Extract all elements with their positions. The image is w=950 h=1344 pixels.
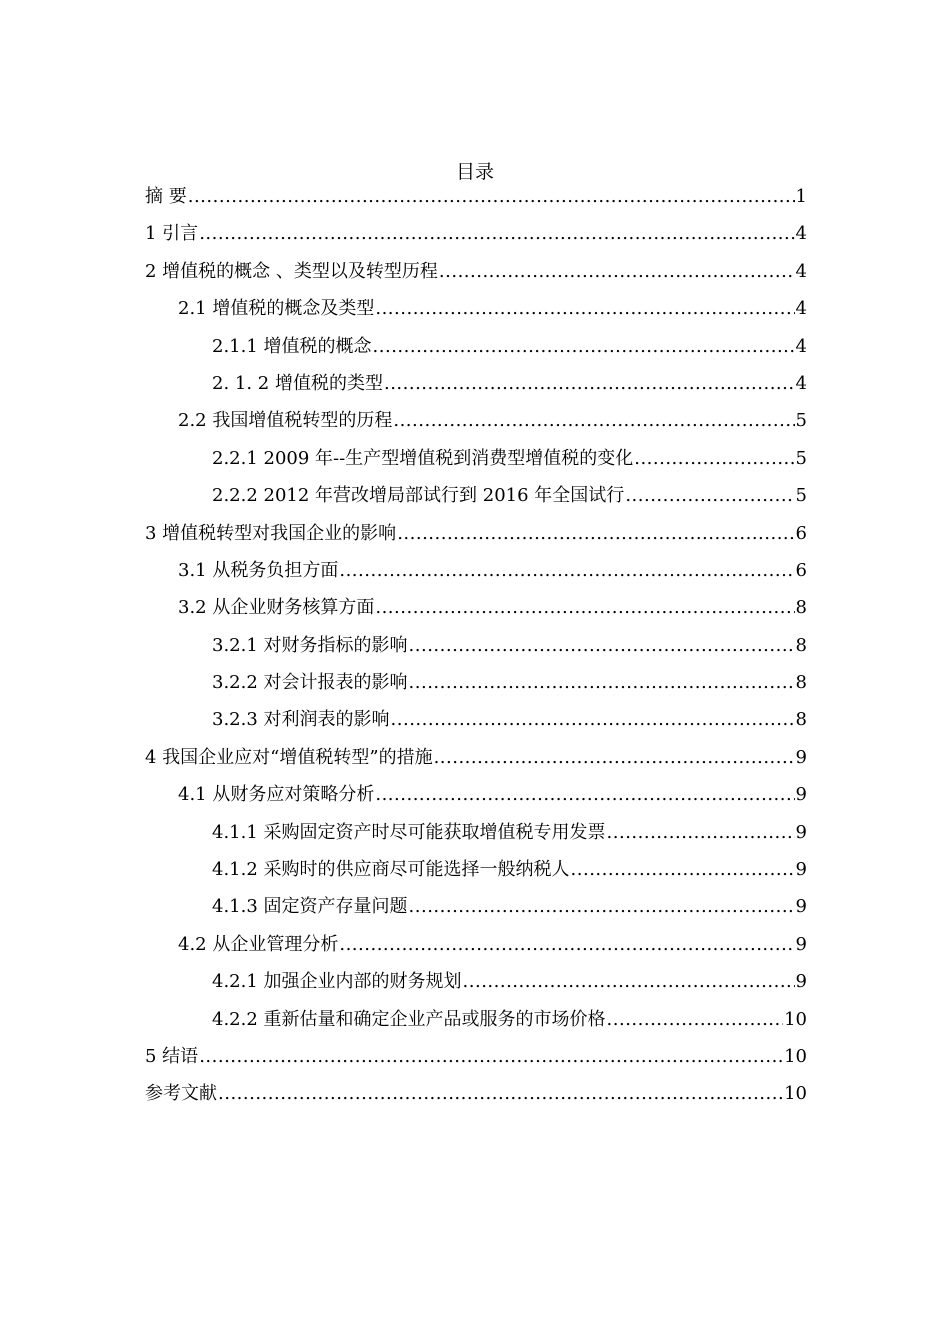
toc-entry[interactable] (145, 215, 807, 252)
toc-entry-label: 2. 1. 2 增值税的类型 (212, 372, 383, 394)
toc-entry-page-number: 10 (784, 1008, 807, 1030)
toc-entry[interactable] (145, 851, 807, 888)
toc-dot-leader (409, 627, 795, 664)
toc-entry-page-number: 8 (795, 672, 807, 694)
toc-dot-leader (397, 515, 794, 552)
toc-entry-page-number: 9 (795, 971, 807, 993)
toc-entry[interactable] (145, 776, 807, 813)
toc-entry-label: 3 增值税转型对我国企业的影响 (145, 522, 397, 544)
toc-entry[interactable] (145, 627, 807, 664)
toc-entry-label: 4.1.2 采购时的供应商尽可能选择一般纳税人 (212, 859, 570, 881)
toc-entry[interactable] (145, 888, 807, 925)
toc-entry-label: 参考文献 (145, 1083, 217, 1105)
toc-entry-label: 4.2 从企业管理分析 (178, 933, 339, 955)
toc-entry[interactable] (145, 552, 807, 589)
toc-dot-leader (218, 1075, 783, 1112)
toc-entry[interactable] (145, 926, 807, 963)
toc-title: 目录 (455, 161, 494, 183)
toc-entry-page-number: 6 (795, 559, 807, 581)
toc-entry[interactable] (145, 253, 807, 290)
toc-entry-label: 3.2.2 对会计报表的影响 (212, 672, 408, 694)
toc-entry[interactable] (145, 1001, 807, 1038)
toc-entry-label: 2 增值税的概念 、类型以及转型历程 (145, 260, 438, 282)
toc-entry-label: 3.2.1 对财务指标的影响 (212, 634, 408, 656)
toc-entry[interactable] (145, 814, 807, 851)
toc-entry-label: 3.2.3 对利润表的影响 (212, 709, 390, 731)
toc-entry-label: 4.2.1 加强企业内部的财务规划 (212, 971, 462, 993)
toc-dot-leader (339, 926, 794, 963)
toc-entry[interactable] (145, 365, 807, 402)
toc-entry[interactable] (145, 290, 807, 327)
toc-entry-page-number: 8 (795, 597, 807, 619)
toc-dot-leader (625, 477, 794, 514)
toc-entry-page-number: 5 (795, 447, 807, 469)
toc-entry-label: 2.1 增值税的概念及类型 (178, 298, 375, 320)
toc-entry[interactable] (145, 328, 807, 365)
toc-entry-page-number: 5 (795, 410, 807, 432)
toc-entry-page-number: 5 (795, 485, 807, 507)
toc-dot-leader (199, 1038, 783, 1075)
toc-entry-page-number: 4 (795, 223, 807, 245)
toc-dot-leader (607, 1001, 784, 1038)
toc-dot-leader (434, 739, 795, 776)
toc-entry[interactable] (145, 477, 807, 514)
toc-dot-leader (384, 365, 795, 402)
toc-dot-leader (199, 215, 794, 252)
toc-entry-page-number: 1 (795, 186, 807, 207)
toc-entry[interactable] (145, 440, 807, 477)
toc-entry[interactable] (145, 664, 807, 701)
toc-dot-leader (391, 701, 795, 738)
toc-entry-label: 1 引言 (145, 223, 199, 245)
toc-list (145, 178, 807, 1113)
toc-entry-page-number: 4 (795, 372, 807, 394)
toc-entry-page-number: 9 (795, 933, 807, 955)
toc-entry-label: 2.2.2 2012 年营改增局部试行到 2016 年全国试行 (212, 485, 625, 507)
toc-entry-page-number: 9 (795, 784, 807, 806)
toc-entry-label: 摘 要 (145, 186, 187, 207)
toc-entry-label: 2.2.1 2009 年--生产型增值税到消费型增值税的变化 (212, 447, 634, 469)
toc-dot-leader (375, 776, 794, 813)
toc-dot-leader (463, 963, 795, 1000)
toc-entry[interactable] (145, 701, 807, 738)
toc-dot-leader (188, 178, 795, 215)
toc-dot-leader (375, 290, 794, 327)
toc-entry-page-number: 8 (795, 634, 807, 656)
toc-dot-leader (339, 552, 794, 589)
toc-entry[interactable] (145, 178, 807, 215)
toc-entry-label: 4.2.2 重新估量和确定企业产品或服务的市场价格 (212, 1008, 606, 1030)
toc-entry[interactable] (145, 963, 807, 1000)
toc-entry-label: 4.1.3 固定资产存量问题 (212, 896, 408, 918)
toc-dot-leader (373, 328, 795, 365)
toc-dot-leader (634, 440, 794, 477)
toc-entry-page-number: 6 (795, 522, 807, 544)
toc-entry-page-number: 4 (795, 335, 807, 357)
toc-entry-label: 3.2 从企业财务核算方面 (178, 597, 375, 619)
toc-entry-label: 4 我国企业应对“增值税转型”的措施 (145, 746, 433, 768)
toc-entry[interactable] (145, 1038, 807, 1075)
toc-entry[interactable] (145, 589, 807, 626)
toc-dot-leader (409, 888, 795, 925)
toc-entry-label: 5 结语 (145, 1045, 199, 1067)
toc-entry-label: 2.1.1 增值税的概念 (212, 335, 372, 357)
toc-entry-label: 4.1.1 采购固定资产时尽可能获取增值税专用发票 (212, 821, 606, 843)
toc-entry[interactable] (145, 515, 807, 552)
toc-entry[interactable] (145, 739, 807, 776)
toc-entry-page-number: 10 (784, 1083, 807, 1105)
toc-entry-page-number: 10 (784, 1045, 807, 1067)
toc-entry-label: 3.1 从税务负担方面 (178, 559, 339, 581)
toc-entry[interactable] (145, 1075, 807, 1112)
toc-entry-page-number: 9 (795, 896, 807, 918)
toc-entry-page-number: 4 (795, 298, 807, 320)
toc-entry[interactable] (145, 402, 807, 439)
toc-dot-leader (393, 402, 794, 439)
toc-entry-page-number: 8 (795, 709, 807, 731)
toc-entry-label: 4.1 从财务应对策略分析 (178, 784, 375, 806)
toc-dot-leader (409, 664, 795, 701)
toc-entry-page-number: 9 (795, 859, 807, 881)
toc-dot-leader (375, 589, 794, 626)
toc-entry-page-number: 9 (795, 821, 807, 843)
toc-entry-page-number: 4 (795, 260, 807, 282)
toc-dot-leader (439, 253, 795, 290)
toc-dot-leader (571, 851, 795, 888)
toc-entry-label: 2.2 我国增值税转型的历程 (178, 410, 393, 432)
toc-dot-leader (607, 814, 795, 851)
toc-entry-page-number: 9 (795, 746, 807, 768)
